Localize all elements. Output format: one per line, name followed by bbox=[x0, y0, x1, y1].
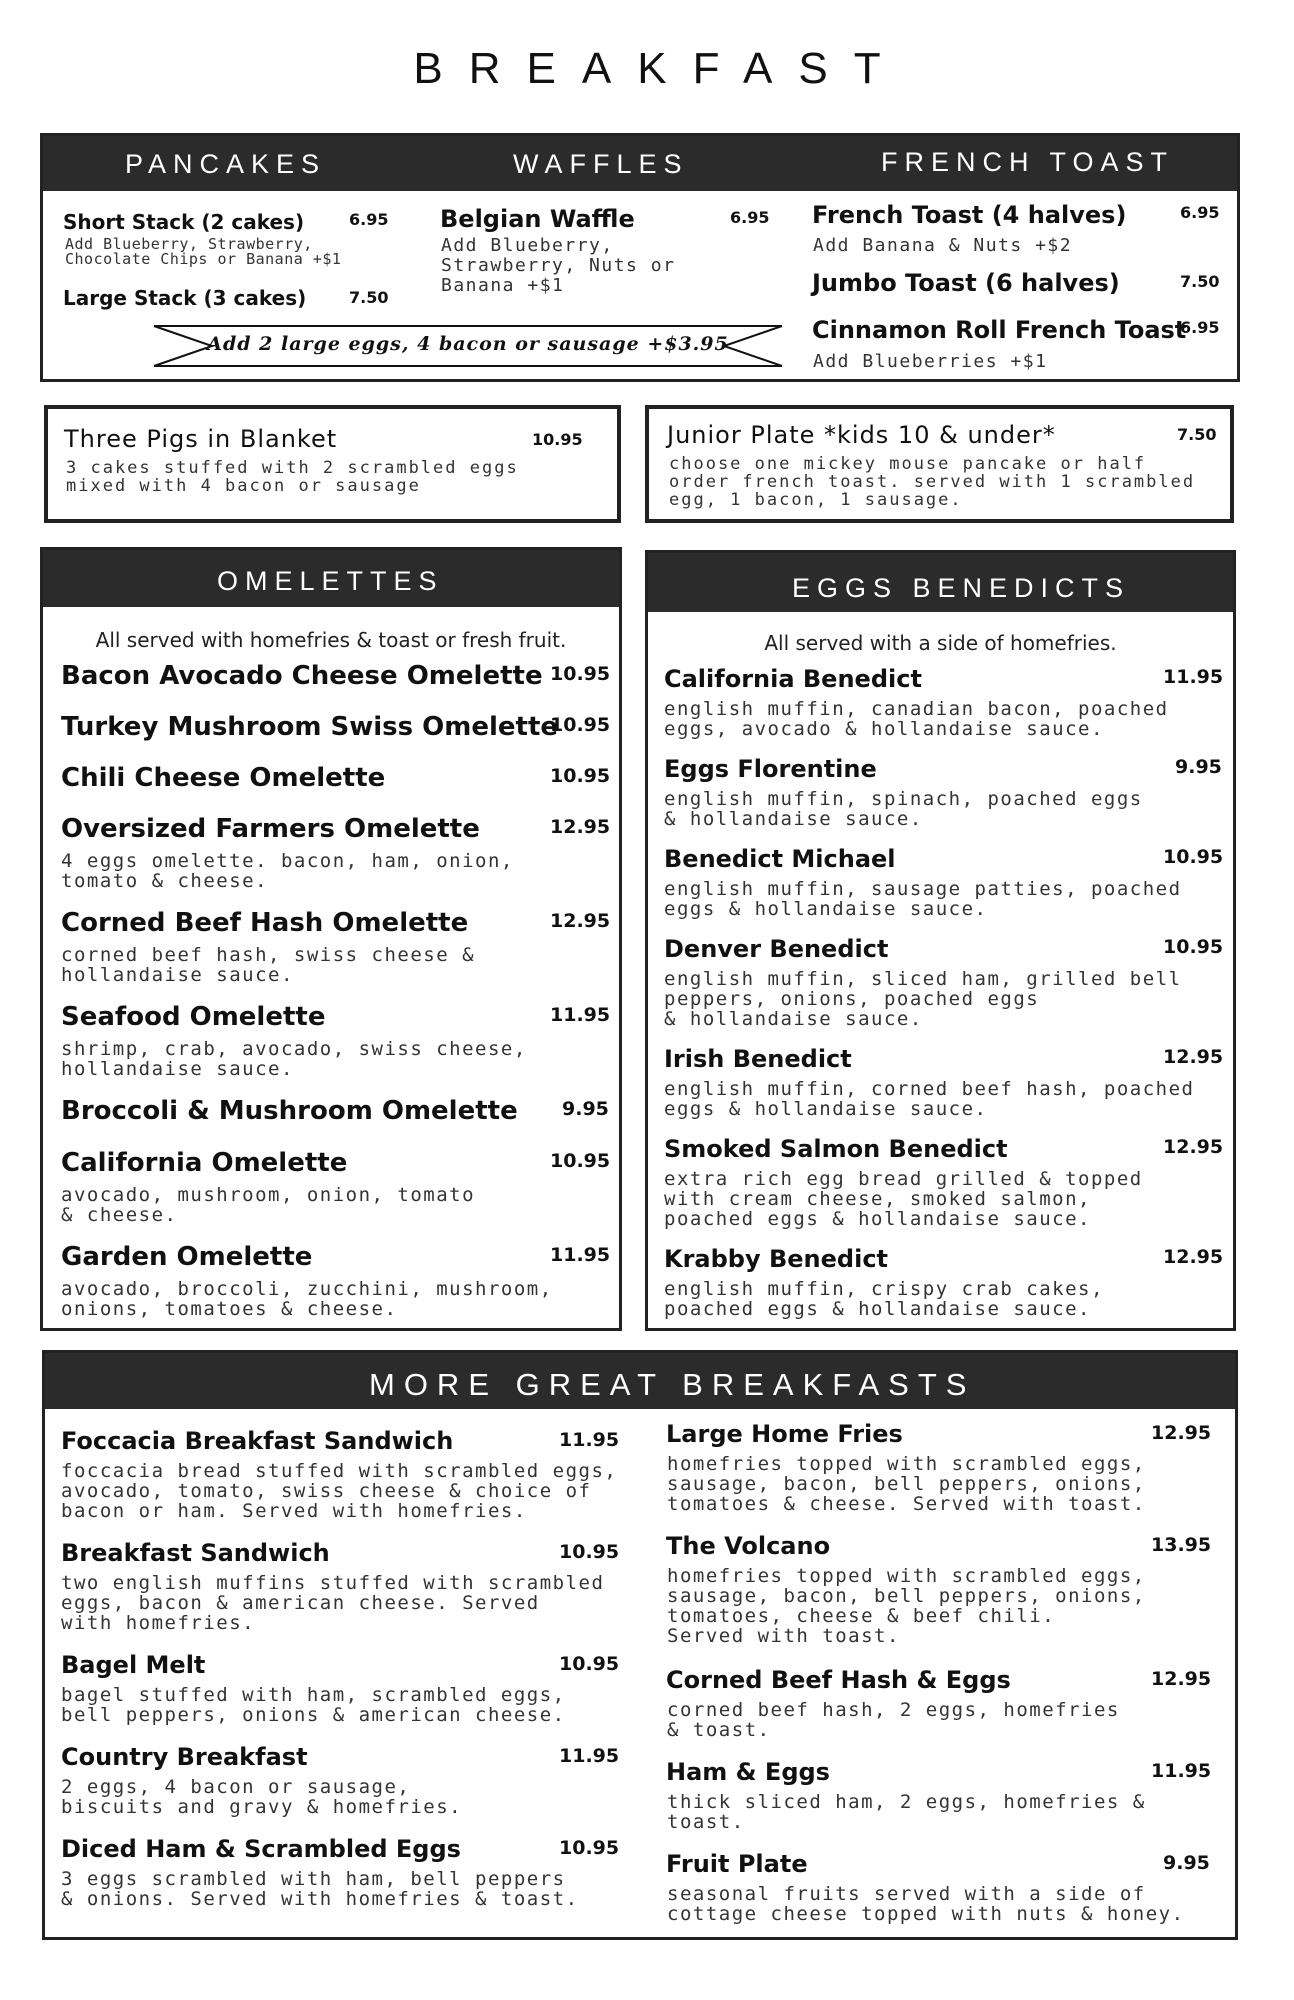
three-pigs-box bbox=[44, 405, 621, 523]
omelette-price: 11.95 bbox=[550, 1004, 611, 1026]
more-item-name: The Volcano bbox=[666, 1532, 831, 1560]
omelette-desc: 4 eggs omelette. bacon, ham, onion, tomato & cheese. bbox=[61, 850, 514, 892]
more-item-desc: 2 eggs, 4 bacon or sausage, biscuits and gravy & homefries. bbox=[61, 1776, 463, 1818]
more-item-name: Ham & Eggs bbox=[666, 1758, 830, 1786]
cinnamon-toast-price: 6.95 bbox=[1180, 318, 1220, 337]
waffles-header: WAFFLES bbox=[513, 149, 689, 179]
junior-plate-name: Junior Plate *kids 10 & under* bbox=[667, 421, 1056, 449]
more-item-name: Bagel Melt bbox=[61, 1651, 206, 1679]
cinnamon-toast-desc: Add Blueberries +$1 bbox=[813, 351, 1048, 372]
benedict-name: Krabby Benedict bbox=[664, 1245, 889, 1273]
french-toast-price: 6.95 bbox=[1180, 203, 1220, 222]
three-pigs-desc: 3 cakes stuffed with 2 scrambled eggs mixed with 4 bacon or sausage bbox=[66, 458, 519, 496]
large-stack-price: 7.50 bbox=[349, 288, 389, 307]
benedict-price: 9.95 bbox=[1175, 756, 1222, 778]
page-title: BREAKFAST bbox=[413, 44, 907, 93]
french-toast-desc: Add Banana & Nuts +$2 bbox=[813, 235, 1073, 256]
omelette-name: Corned Beef Hash Omelette bbox=[61, 908, 469, 938]
omelette-price: 10.95 bbox=[550, 765, 611, 787]
omelette-name: Turkey Mushroom Swiss Omelette bbox=[61, 712, 559, 742]
benedict-price: 12.95 bbox=[1163, 1246, 1224, 1268]
pancakes-header: PANCAKES bbox=[125, 149, 327, 179]
more-item-price: 12.95 bbox=[1151, 1422, 1212, 1444]
jumbo-toast-name: Jumbo Toast (6 halves) bbox=[812, 269, 1120, 297]
more-breakfasts-section bbox=[42, 1350, 1238, 1940]
short-stack-desc: Add Blueberry, Strawberry, Chocolate Chips or Banana +$1 bbox=[65, 235, 342, 268]
benedict-desc: extra rich egg bread grilled & topped with cream cheese, smoked salmon, poached eggs & hollandaise sauce. bbox=[664, 1168, 1143, 1230]
three-pigs-price: 10.95 bbox=[532, 430, 583, 449]
cinnamon-toast-name: Cinnamon Roll French Toast bbox=[812, 316, 1187, 344]
top-header-bar bbox=[43, 136, 1237, 191]
junior-plate-desc: choose one mickey mouse pancake or half order french toast. served with 1 scrambled egg, 1 bacon, 1 sausage. bbox=[669, 454, 1196, 510]
more-item-desc: foccacia bread stuffed with scrambled eggs, avocado, tomato, swiss cheese & choice of bacon or ham. Served with homefries. bbox=[61, 1460, 618, 1522]
more-header: MORE GREAT BREAKFASTS bbox=[369, 1367, 976, 1402]
more-item-price: 10.95 bbox=[559, 1541, 620, 1563]
more-item-desc: bagel stuffed with ham, scrambled eggs, bell peppers, onions & american cheese. bbox=[61, 1684, 566, 1726]
omelette-price: 12.95 bbox=[550, 910, 611, 932]
omelette-name: Garden Omelette bbox=[61, 1242, 313, 1272]
junior-plate-price: 7.50 bbox=[1177, 425, 1217, 444]
omelette-name: Bacon Avocado Cheese Omelette bbox=[61, 661, 543, 691]
omelette-price: 10.95 bbox=[550, 714, 611, 736]
omelette-desc: avocado, broccoli, zucchini, mushroom, onions, tomatoes & cheese. bbox=[61, 1278, 553, 1320]
benedict-name: California Benedict bbox=[664, 665, 922, 693]
more-item-name: Breakfast Sandwich bbox=[61, 1539, 330, 1567]
benedicts-header-bar bbox=[648, 553, 1233, 612]
benedict-desc: english muffin, sliced ham, grilled bell peppers, onions, poached eggs & hollandaise sauce. bbox=[664, 968, 1182, 1030]
omelette-name: Broccoli & Mushroom Omelette bbox=[61, 1096, 518, 1126]
more-item-price: 10.95 bbox=[559, 1653, 620, 1675]
more-item-price: 11.95 bbox=[559, 1429, 620, 1451]
omelettes-note: All served with homefries & toast or fresh fruit. bbox=[95, 628, 567, 652]
omelette-price: 10.95 bbox=[550, 1150, 611, 1172]
short-stack-price: 6.95 bbox=[349, 210, 389, 229]
omelette-name: California Omelette bbox=[61, 1148, 348, 1178]
more-item-name: Corned Beef Hash & Eggs bbox=[666, 1666, 1011, 1694]
belgian-waffle-desc: Add Blueberry, Strawberry, Nuts or Banana +$1 bbox=[441, 235, 676, 296]
more-item-desc: seasonal fruits served with a side of cottage cheese topped with nuts & honey. bbox=[667, 1883, 1185, 1925]
more-item-desc: two english muffins stuffed with scrambled eggs, bacon & american cheese. Served with homefries. bbox=[61, 1572, 605, 1634]
omelette-price: 12.95 bbox=[550, 816, 611, 838]
more-item-price: 9.95 bbox=[1163, 1852, 1210, 1874]
benedict-name: Benedict Michael bbox=[664, 845, 896, 873]
more-item-desc: homefries topped with scrambled eggs, sausage, bacon, bell peppers, onions, tomatoes, cheese & beef chili. Served with toast. bbox=[667, 1565, 1146, 1647]
more-item-desc: thick sliced ham, 2 eggs, homefries & toast. bbox=[667, 1791, 1146, 1833]
more-item-price: 13.95 bbox=[1151, 1534, 1212, 1556]
more-item-desc: corned beef hash, 2 eggs, homefries & toast. bbox=[667, 1699, 1120, 1741]
benedicts-section bbox=[645, 550, 1236, 1331]
omelette-desc: corned beef hash, swiss cheese & hollandaise sauce. bbox=[61, 944, 476, 986]
junior-plate-box bbox=[645, 405, 1234, 523]
benedict-price: 10.95 bbox=[1163, 936, 1224, 958]
benedict-desc: english muffin, corned beef hash, poached eggs & hollandaise sauce. bbox=[664, 1078, 1195, 1120]
more-item-price: 11.95 bbox=[559, 1745, 620, 1767]
omelette-price: 11.95 bbox=[550, 1244, 611, 1266]
benedict-desc: english muffin, sausage patties, poached eggs & hollandaise sauce. bbox=[664, 878, 1182, 920]
short-stack-name: Short Stack (2 cakes) bbox=[63, 210, 305, 234]
more-item-name: Foccacia Breakfast Sandwich bbox=[61, 1427, 454, 1455]
more-header-bar bbox=[45, 1353, 1235, 1409]
jumbo-toast-price: 7.50 bbox=[1180, 272, 1220, 291]
addon-banner bbox=[152, 324, 784, 368]
french-toast-name: French Toast (4 halves) bbox=[812, 201, 1127, 229]
benedict-price: 11.95 bbox=[1163, 666, 1224, 688]
benedict-name: Irish Benedict bbox=[664, 1045, 852, 1073]
omelettes-header: OMELETTES bbox=[217, 566, 444, 596]
benedict-desc: english muffin, canadian bacon, poached eggs, avocado & hollandaise sauce. bbox=[664, 698, 1169, 740]
benedict-price: 12.95 bbox=[1163, 1046, 1224, 1068]
belgian-waffle-name: Belgian Waffle bbox=[440, 205, 635, 233]
large-stack-name: Large Stack (3 cakes) bbox=[63, 286, 307, 310]
benedict-name: Smoked Salmon Benedict bbox=[664, 1135, 1008, 1163]
omelette-name: Seafood Omelette bbox=[61, 1002, 326, 1032]
benedict-name: Denver Benedict bbox=[664, 935, 889, 963]
more-item-name: Country Breakfast bbox=[61, 1743, 308, 1771]
benedict-price: 10.95 bbox=[1163, 846, 1224, 868]
french-toast-header: FRENCH TOAST bbox=[881, 147, 1175, 177]
more-item-price: 10.95 bbox=[559, 1837, 620, 1859]
more-item-name: Diced Ham & Scrambled Eggs bbox=[61, 1835, 461, 1863]
more-item-price: 11.95 bbox=[1151, 1760, 1212, 1782]
addon-text: Add 2 large eggs, 4 bacon or sausage +$3.95 bbox=[207, 333, 729, 355]
omelettes-section bbox=[40, 547, 622, 1331]
benedict-name: Eggs Florentine bbox=[664, 755, 877, 783]
omelette-name: Oversized Farmers Omelette bbox=[61, 814, 480, 844]
more-item-desc: 3 eggs scrambled with ham, bell peppers & onions. Served with homefries & toast. bbox=[61, 1868, 579, 1910]
benedict-price: 12.95 bbox=[1163, 1136, 1224, 1158]
benedict-desc: english muffin, crispy crab cakes, poached eggs & hollandaise sauce. bbox=[664, 1278, 1104, 1320]
omelettes-header-bar bbox=[43, 550, 619, 607]
more-item-desc: homefries topped with scrambled eggs, sausage, bacon, bell peppers, onions, tomatoes & cheese. Served with toast. bbox=[667, 1453, 1146, 1515]
more-item-name: Fruit Plate bbox=[666, 1850, 808, 1878]
omelette-price: 10.95 bbox=[550, 663, 611, 685]
benedict-desc: english muffin, spinach, poached eggs & hollandaise sauce. bbox=[664, 788, 1143, 830]
omelette-price: 9.95 bbox=[562, 1098, 609, 1120]
three-pigs-name: Three Pigs in Blanket bbox=[64, 425, 338, 453]
omelette-desc: shrimp, crab, avocado, swiss cheese, hollandaise sauce. bbox=[61, 1038, 527, 1080]
omelette-desc: avocado, mushroom, onion, tomato & cheese. bbox=[61, 1184, 476, 1226]
benedicts-header: EGGS BENEDICTS bbox=[792, 573, 1131, 603]
belgian-waffle-price: 6.95 bbox=[730, 208, 770, 227]
omelette-name: Chili Cheese Omelette bbox=[61, 763, 386, 793]
more-item-price: 12.95 bbox=[1151, 1668, 1212, 1690]
benedicts-note: All served with a side of homefries. bbox=[764, 631, 1117, 655]
more-item-name: Large Home Fries bbox=[666, 1420, 903, 1448]
